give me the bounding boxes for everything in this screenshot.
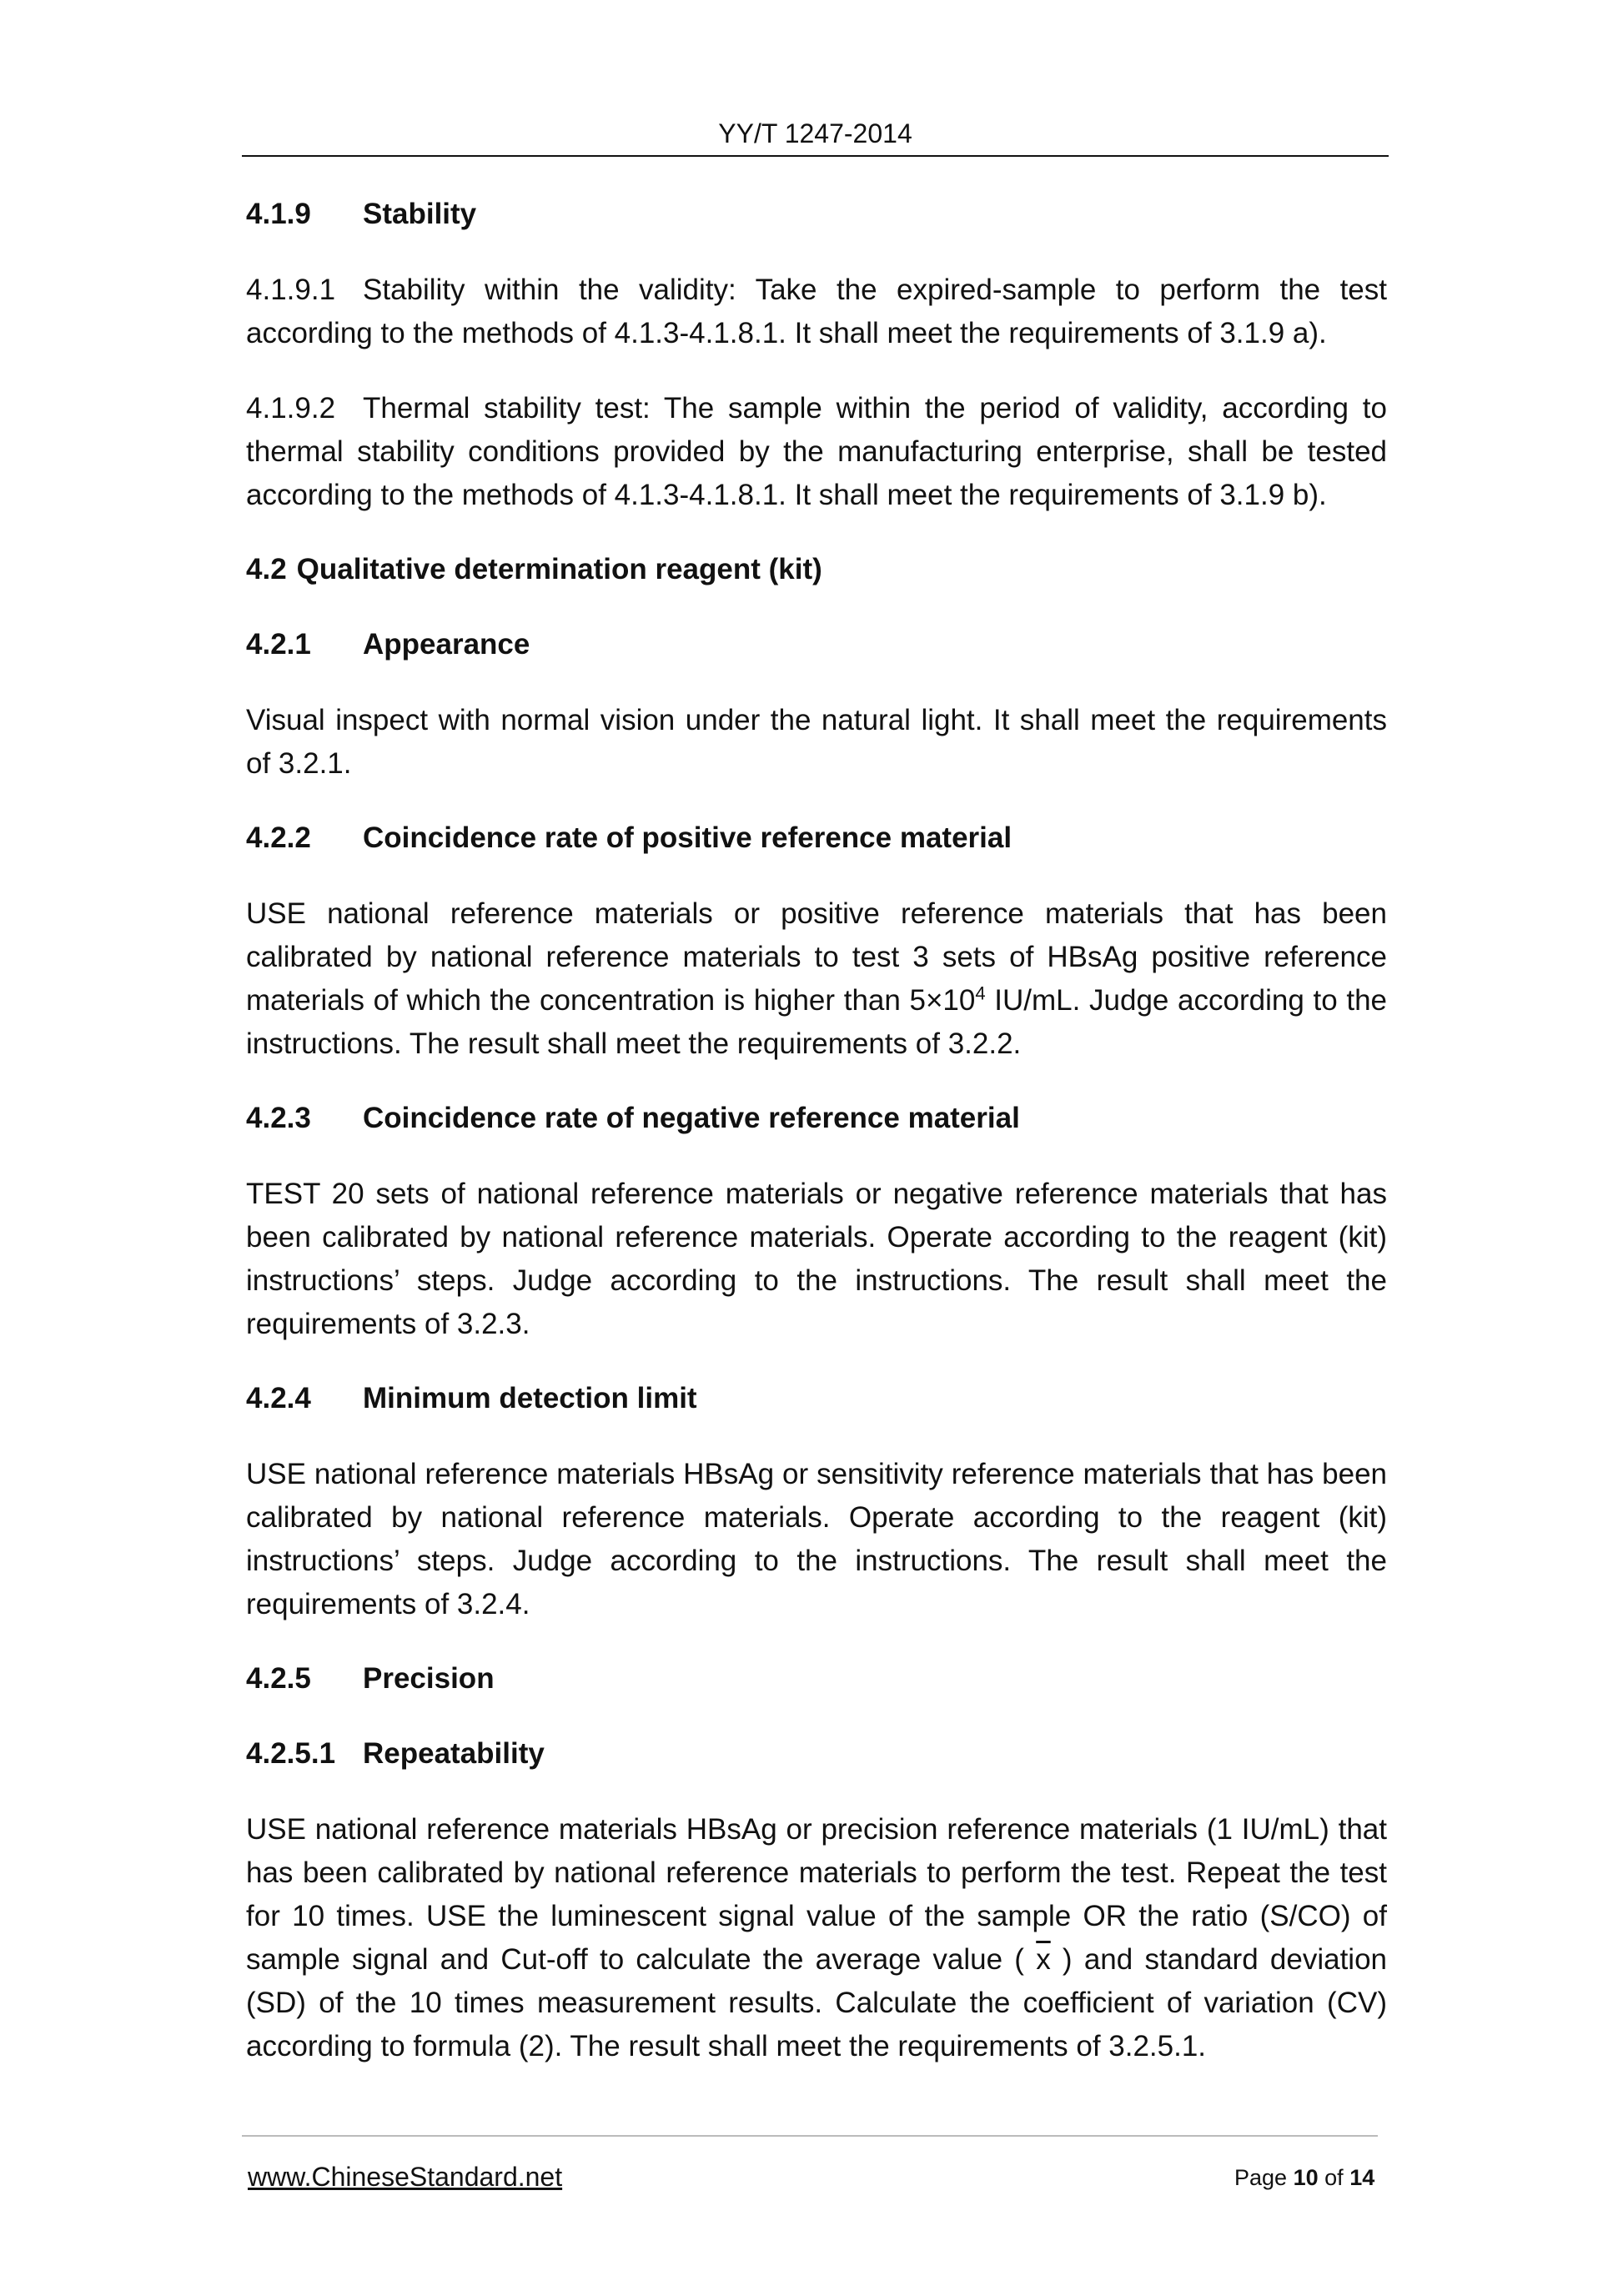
heading-4-2-5-1 <box>246 1733 1387 1775</box>
section-number: 4.2.5.1 <box>246 1737 336 1770</box>
paragraph-4-2-1: Visual inspect with normal vision under the natural light. It shall meet the requirements of 3.2.1. <box>246 704 1387 780</box>
paragraph-text: IU/mL. Judge according to the instructions. The result shall meet the requirements of 3.2.2. <box>246 984 1388 1060</box>
section-number: 4.2.5 <box>246 1662 311 1695</box>
paragraph-text: USE national reference materials or positive reference materials that has been calibrated by national reference materials to test 3 sets of HBsAg positive reference materials of which the concentration is higher than 5×10 <box>246 897 1387 1017</box>
heading-4-2 <box>246 549 1387 590</box>
section-number: 4.2.3 <box>246 1102 311 1134</box>
section-number: 4.2.2 <box>246 821 311 854</box>
heading-4-2-3 <box>246 1098 1387 1139</box>
clause-4-1-9-1 <box>246 269 1387 355</box>
section-number: 4.2 <box>246 553 287 585</box>
clause-number: 4.1.9.1 <box>246 274 336 306</box>
section-title: Minimum detection limit <box>363 1382 697 1414</box>
clause-4-1-9-2 <box>246 387 1387 517</box>
paragraph-4-2-3: TEST 20 sets of national reference materials or negative reference materials that has been calibrated by national reference materials. Operate according to the reagent (kit) instructions’ steps. Judge according to the instructions. The result shall meet the requirements of 3.2.3. <box>246 1178 1387 1340</box>
paragraph-4-2-5-1 <box>246 1808 1387 2068</box>
clause-text: Thermal stability test: The sample within the period of validity, according to thermal stability conditions provided by the manufacturing enterprise, shall be tested according to the methods of 4.1.3-4.1.8.1. It shall meet the requirements of 3.1.9 b). <box>246 392 1387 511</box>
section-number: 4.2.4 <box>246 1382 311 1414</box>
section-title: Repeatability <box>363 1737 545 1770</box>
section-title: Stability <box>363 198 477 230</box>
section-title: Coincidence rate of negative reference material <box>363 1102 1020 1134</box>
paragraph-text: USE national reference materials HBsAg or precision reference materials (1 IU/mL) that has been calibrated by national reference materials to perform the test. Repeat the test for 10 times. USE the luminescent signal value of the sample OR the ratio (S/CO) of sample signal and Cut-off to calculate the average value ( <box>246 1813 1387 1976</box>
section-number: 4.2.1 <box>246 628 311 661</box>
section-title: Qualitative determination reagent (kit) <box>296 553 822 585</box>
mean-symbol: $\overline{x}$ <box>1036 1943 1051 1976</box>
heading-4-2-5 <box>246 1658 1387 1700</box>
exponent: 4 <box>975 982 986 1004</box>
heading-4-2-4 <box>246 1378 1387 1419</box>
paragraph-4-2-2 <box>246 892 1387 1066</box>
clause-text: Stability within the validity: Take the expired-sample to perform the test according to the methods of 4.1.3-4.1.8.1. It shall meet the requirements of 3.1.9 a). <box>246 274 1387 349</box>
page-of: of <box>1324 2165 1344 2190</box>
header-divider <box>242 155 1389 157</box>
paragraph-text: ) and standard deviation (SD) of the 10 times measurement results. Calculate the coefficient of variation (CV) according to formula (2). The result shall meet the requirements of 3.2.5.1. <box>246 1943 1387 2062</box>
paragraph-4-2-4: USE national reference materials HBsAg or sensitivity reference materials that has been calibrated by national reference materials. Operate according to the reagent (kit) instructions’ steps. Judge according to the instructions. The result shall meet the requirements of 3.2.4. <box>246 1458 1387 1620</box>
heading-4-2-2 <box>246 817 1387 859</box>
section-title: Precision <box>363 1662 495 1695</box>
heading-4-1-9 <box>246 193 1387 235</box>
website-link[interactable]: www.ChineseStandard.net <box>248 2162 563 2192</box>
heading-4-2-1 <box>246 624 1387 666</box>
section-number: 4.1.9 <box>246 198 311 230</box>
page-number <box>1234 2163 1374 2193</box>
section-title: Appearance <box>363 628 530 661</box>
clause-number: 4.1.9.2 <box>246 392 336 425</box>
section-title: Coincidence rate of positive reference material <box>363 821 1012 854</box>
page-body <box>246 193 1387 2100</box>
total-pages: 14 <box>1349 2165 1375 2190</box>
page-prefix: Page <box>1234 2165 1288 2190</box>
document-code: YY/T 1247-2014 <box>718 118 912 148</box>
current-page: 10 <box>1293 2165 1319 2190</box>
footer-divider <box>242 2135 1378 2137</box>
